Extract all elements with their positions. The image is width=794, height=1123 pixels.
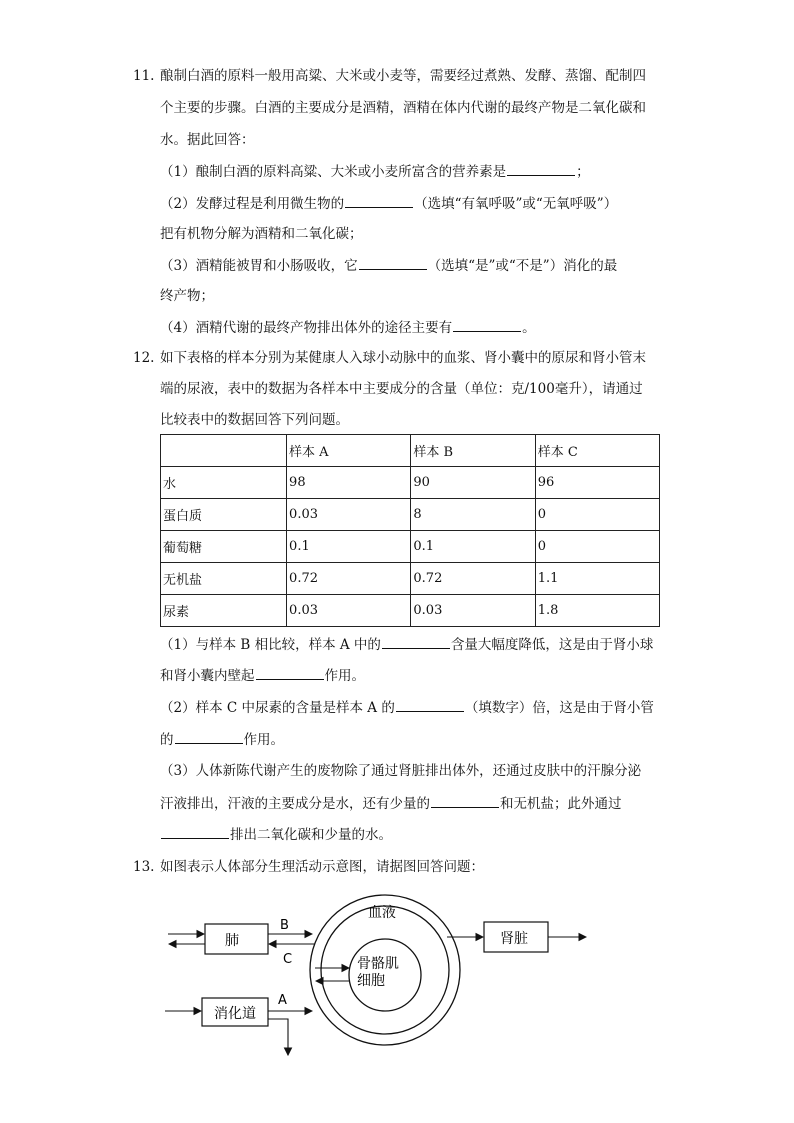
q11-p1-end: ；: [576, 164, 590, 180]
table-cell: 1.1: [535, 563, 659, 595]
table-cell: 0.72: [411, 563, 535, 595]
cell-label-line-1: 骨骼肌: [357, 956, 399, 972]
table-cell: 0.03: [287, 499, 411, 531]
table-cell: 0.03: [287, 595, 411, 627]
q12-p2-line2-end: 作用。: [243, 732, 284, 748]
q12-p2-answer-blank-1[interactable]: [396, 697, 464, 712]
q12-p2-line-2: [160, 729, 284, 750]
question-12-number: 12.: [133, 350, 155, 366]
q11-p1-answer-blank[interactable]: [507, 161, 575, 176]
table-cell: 0.72: [287, 563, 411, 595]
q11-p4-text: （4）酒精代谢的最终产物排出体外的途径主要有: [160, 320, 453, 336]
q12-p1-line2-text: 和肾小囊内壁起: [160, 668, 255, 684]
label-b: B: [280, 918, 289, 933]
table-cell: 0: [535, 499, 659, 531]
table-cell: 8: [411, 499, 535, 531]
table-cell: 0.1: [411, 531, 535, 563]
q12-intro-line-3: 比较表中的数据回答下列问题。: [160, 412, 349, 428]
q11-p1-text: （1）酿制白酒的原料高粱、大米或小麦所富含的营养素是: [160, 164, 507, 180]
table-cell: 90: [411, 467, 535, 499]
q12-p1-text-2: 含量大幅度降低，这是由于肾小球: [450, 637, 654, 653]
table-row: [161, 563, 660, 595]
cell-label-line-2: 细胞: [357, 973, 385, 989]
q11-intro-line-2: 个主要的步骤。白酒的主要成分是酒精，酒精在体内代谢的最终产物是二氧化碳和: [160, 100, 646, 116]
q12-p1-answer-blank-1[interactable]: [382, 634, 450, 649]
q11-p3-text: （3）酒精能被胃和小肠吸收，它: [160, 258, 358, 274]
table-row: [161, 467, 660, 499]
q12-p3-answer-blank-1[interactable]: [431, 793, 499, 808]
q12-intro-line-2: 端的尿液，表中的数据为各样本中主要成分的含量（单位：克/100毫升），请通过: [160, 381, 643, 397]
q11-p2-hint: （选填“有氧呼吸”或“无氧呼吸”）: [414, 196, 618, 212]
q11-p4-end: 。: [522, 320, 536, 336]
q12-part-2: [160, 697, 654, 718]
table-cell: 水: [161, 467, 287, 499]
table-cell: 1.8: [535, 595, 659, 627]
table-row: [161, 595, 660, 627]
kidney-label: 肾脏: [500, 931, 528, 947]
q11-p3-hint: （选填“是”或“不是”）消化的最: [427, 258, 618, 274]
q13-intro: 如图表示人体部分生理活动示意图，请据图回答问题：: [160, 859, 484, 875]
q12-p2-text-2: （填数字）倍，这是由于肾小管: [464, 700, 654, 716]
table-header-cell: 样本 B: [411, 435, 535, 467]
digestive-exit-arrow: [268, 1019, 288, 1055]
q12-p2-line2-text: 的: [160, 732, 174, 748]
table-header-cell: 样本 C: [535, 435, 659, 467]
table-cell: 96: [535, 467, 659, 499]
table-header-cell: [161, 435, 287, 467]
label-a: A: [278, 993, 287, 1008]
table-cell: 无机盐: [161, 563, 287, 595]
q12-p3-line-3: [160, 824, 392, 845]
table-cell: 98: [287, 467, 411, 499]
q12-p3-line2-end: 和无机盐；此外通过: [500, 796, 622, 812]
q11-part-4: [160, 317, 536, 338]
digestive-tract-label: 消化道: [214, 1006, 256, 1022]
q12-p3-answer-blank-2[interactable]: [161, 824, 229, 839]
table-cell: 0.03: [411, 595, 535, 627]
question-13-number: 13.: [133, 859, 155, 875]
q11-intro-line-3: 水。据此回答：: [160, 132, 255, 148]
q12-p3-line3-text: 排出二氧化碳和少量的水。: [230, 827, 392, 843]
q12-p1-line2-end: 作用。: [324, 668, 365, 684]
physiology-diagram: [150, 880, 600, 1060]
q11-p2-line-2: 把有机物分解为酒精和二氧化碳；: [160, 226, 363, 242]
q11-p4-answer-blank[interactable]: [453, 317, 521, 332]
table-row: [161, 531, 660, 563]
q11-p2-answer-blank[interactable]: [345, 193, 413, 208]
table-cell: 0.1: [287, 531, 411, 563]
q12-p1-answer-blank-2[interactable]: [256, 665, 324, 680]
q11-part-2: [160, 193, 617, 214]
q12-p2-answer-blank-2[interactable]: [175, 729, 243, 744]
q12-p3-line2-text: 汗液排出，汗液的主要成分是水，还有少量的: [160, 796, 430, 812]
q11-part-1: [160, 161, 590, 182]
blood-label: 血液: [368, 905, 396, 921]
q12-p3-line-1: （3）人体新陈代谢产生的废物除了通过肾脏排出体外，还通过皮肤中的汗腺分泌: [160, 763, 642, 779]
label-c: C: [283, 952, 293, 967]
table-row: [161, 499, 660, 531]
q12-p2-text: （2）样本 C 中尿素的含量是样本 A 的: [160, 700, 395, 716]
q12-p3-line-2: [160, 793, 622, 814]
q12-p1-line-2: [160, 665, 365, 686]
q11-intro-line-1: 酿制白酒的原料一般用高粱、大米或小麦等，需要经过煮熟、发酵、蒸馏、配制四: [160, 68, 646, 84]
q12-intro-line-1: 如下表格的样本分别为某健康人入球小动脉中的血浆、肾小囊中的原尿和肾小管末: [160, 350, 646, 366]
table-cell: 蛋白质: [161, 499, 287, 531]
q11-p3-answer-blank[interactable]: [359, 255, 427, 270]
lung-label: 肺: [225, 933, 239, 949]
q12-part-1: [160, 634, 653, 655]
q12-p1-text: （1）与样本 B 相比较，样本 A 中的: [160, 637, 381, 653]
q11-p2-text: （2）发酵过程是利用微生物的: [160, 196, 345, 212]
table-header-row: [161, 435, 660, 467]
sample-composition-table: [160, 434, 660, 627]
q11-part-3: [160, 255, 617, 276]
table-cell: 尿素: [161, 595, 287, 627]
question-11-number: 11.: [133, 68, 155, 84]
q11-p3-line-2: 终产物；: [160, 288, 214, 304]
table-header-cell: 样本 A: [287, 435, 411, 467]
table-cell: 0: [535, 531, 659, 563]
table-cell: 葡萄糖: [161, 531, 287, 563]
